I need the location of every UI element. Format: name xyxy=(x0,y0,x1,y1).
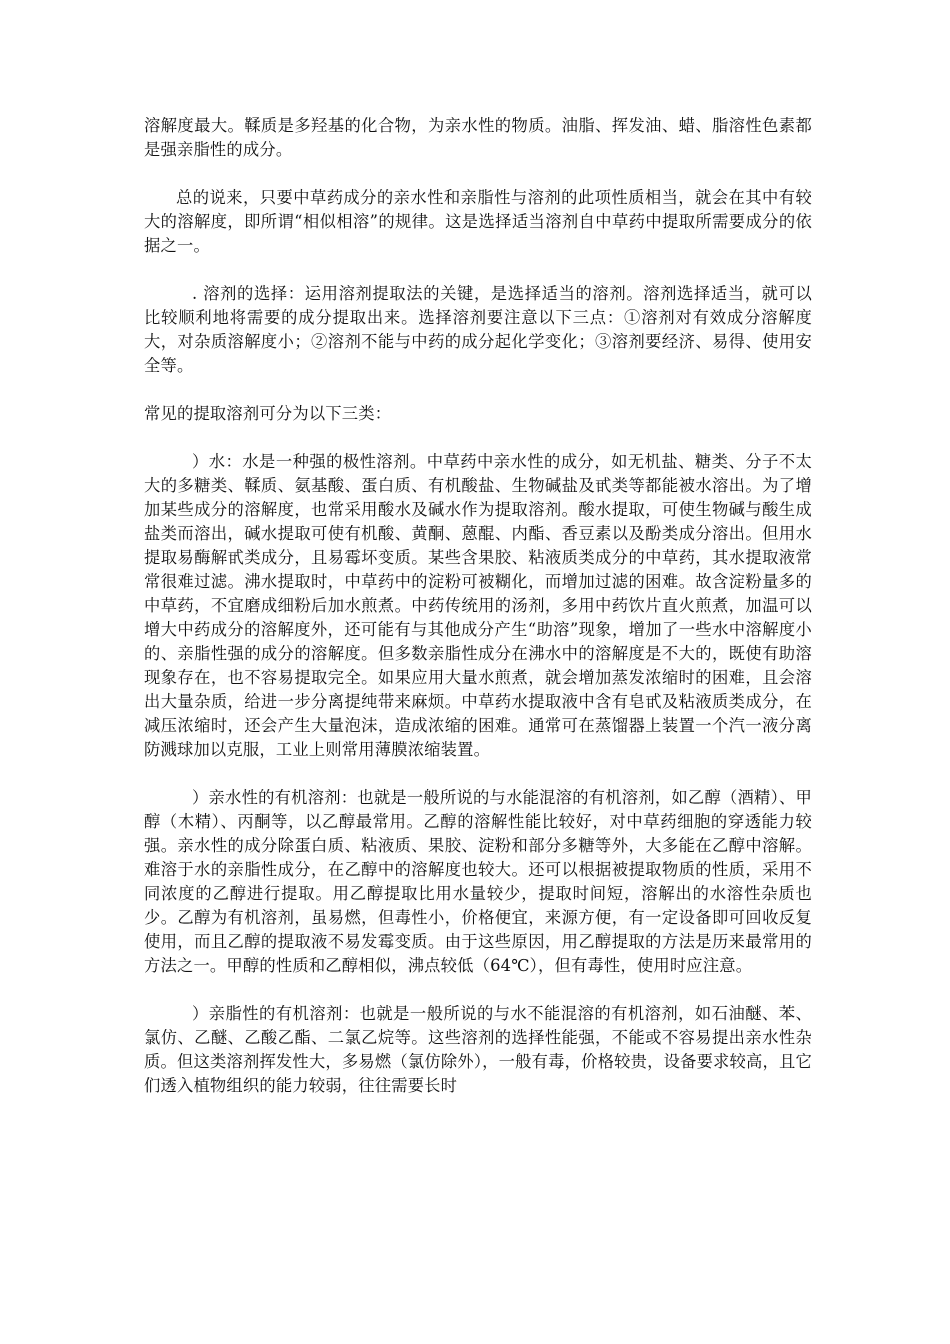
paragraph-hydrophilic-organic-solvent: ）亲水性的有机溶剂：也就是一般所说的与水能混溶的有机溶剂，如乙醇（酒精）、甲醇（木精）、丙酮等，以乙醇最常用。乙醇的溶解性能比较好，对中草药细胞的穿透能力较强。亲水性的成分除蛋白质、粘液质、果胶、淀粉和部分多糖等外，大多能在乙醇中溶解。难溶于水的亲脂性成分，在乙醇中的溶解度也较大。还可以根据被提取物质的性质，采用不同浓度的乙醇进行提取。用乙醇提取比用水量较少，提取时间短，溶解出的水溶性杂质也少。乙醇为有机溶剂，虽易燃，但毒性小，价格便宜，来源方便，有一定设备即可回收反复使用，而且乙醇的提取液不易发霉变质。由于这些原因，用乙醇提取的方法是历来最常用的方法之一。甲醇的性质和乙醇相似，沸点较低（64℃），但有毒性，使用时应注意。 xyxy=(144,788,812,975)
paragraph-lipophilic-organic-solvent: ）亲脂性的有机溶剂：也就是一般所说的与水不能混溶的有机溶剂，如石油醚、苯、氯仿、乙醚、乙酸乙酯、二氯乙烷等。这些溶剂的选择性能强，不能或不容易提出亲水性杂质。但这类溶剂挥发性大，多易燃（氯仿除外），一般有毒，价格较贵，设备要求较高，且它们透入植物组织的能力较弱，往往需要长时 xyxy=(144,1004,812,1095)
document-body xyxy=(144,114,812,1122)
paragraph-solvent-categories-heading: 常见的提取溶剂可分为以下三类： xyxy=(144,404,392,423)
paragraph-like-dissolves-like: 总的说来，只要中草药成分的亲水性和亲脂性与溶剂的此项性质相当，就会在其中有较大的溶解度，即所谓“相似相溶”的规律。这是选择适当溶剂自中草药中提取所需要成分的依据之一。 xyxy=(144,188,812,255)
paragraph-solubility-continued: 溶解度最大。鞣质是多羟基的化合物，为亲水性的物质。油脂、挥发油、蜡、脂溶性色素都是强亲脂性的成分。 xyxy=(144,116,812,159)
paragraph-solvent-selection: . 溶剂的选择：运用溶剂提取法的关键，是选择适当的溶剂。溶剂选择适当，就可以比较顺利地将需要的成分提取出来。选择溶剂要注意以下三点：①溶剂对有效成分溶解度大，对杂质溶解度小；②溶剂不能与中药的成分起化学变化；③溶剂要经济、易得、使用安全等。 xyxy=(144,284,812,375)
paragraph-water-solvent: ）水：水是一种强的极性溶剂。中草药中亲水性的成分，如无机盐、糖类、分子不太大的多糖类、鞣质、氨基酸、蛋白质、有机酸盐、生物碱盐及甙类等都能被水溶出。为了增加某些成分的溶解度，也常采用酸水及碱水作为提取溶剂。酸水提取，可使生物碱与酸生成盐类而溶出，碱水提取可使有机酸、黄酮、蒽醌、内酯、香豆素以及酚类成分溶出。但用水提取易酶解甙类成分，且易霉坏变质。某些含果胶、粘液质类成分的中草药，其水提取液常常很难过滤。沸水提取时，中草药中的淀粉可被糊化，而增加过滤的困难。故含淀粉量多的中草药，不宜磨成细粉后加水煎煮。中药传统用的汤剂，多用中药饮片直火煎煮，加温可以增大中药成分的溶解度外，还可能有与其他成分产生“助溶”现象，增加了一些水中溶解度小的、亲脂性强的成分的溶解度。但多数亲脂性成分在沸水中的溶解度是不大的，既使有助溶现象存在，也不容易提取完全。如果应用大量水煎煮，就会增加蒸发浓缩时的困难，且会溶出大量杂质，给进一步分离提纯带来麻烦。中草药水提取液中含有皂甙及粘液质类成分，在减压浓缩时，还会产生大量泡沫，造成浓缩的困难。通常可在蒸馏器上装置一个汽一液分离防溅球加以克服，工业上则常用薄膜浓缩装置。 xyxy=(144,452,812,759)
